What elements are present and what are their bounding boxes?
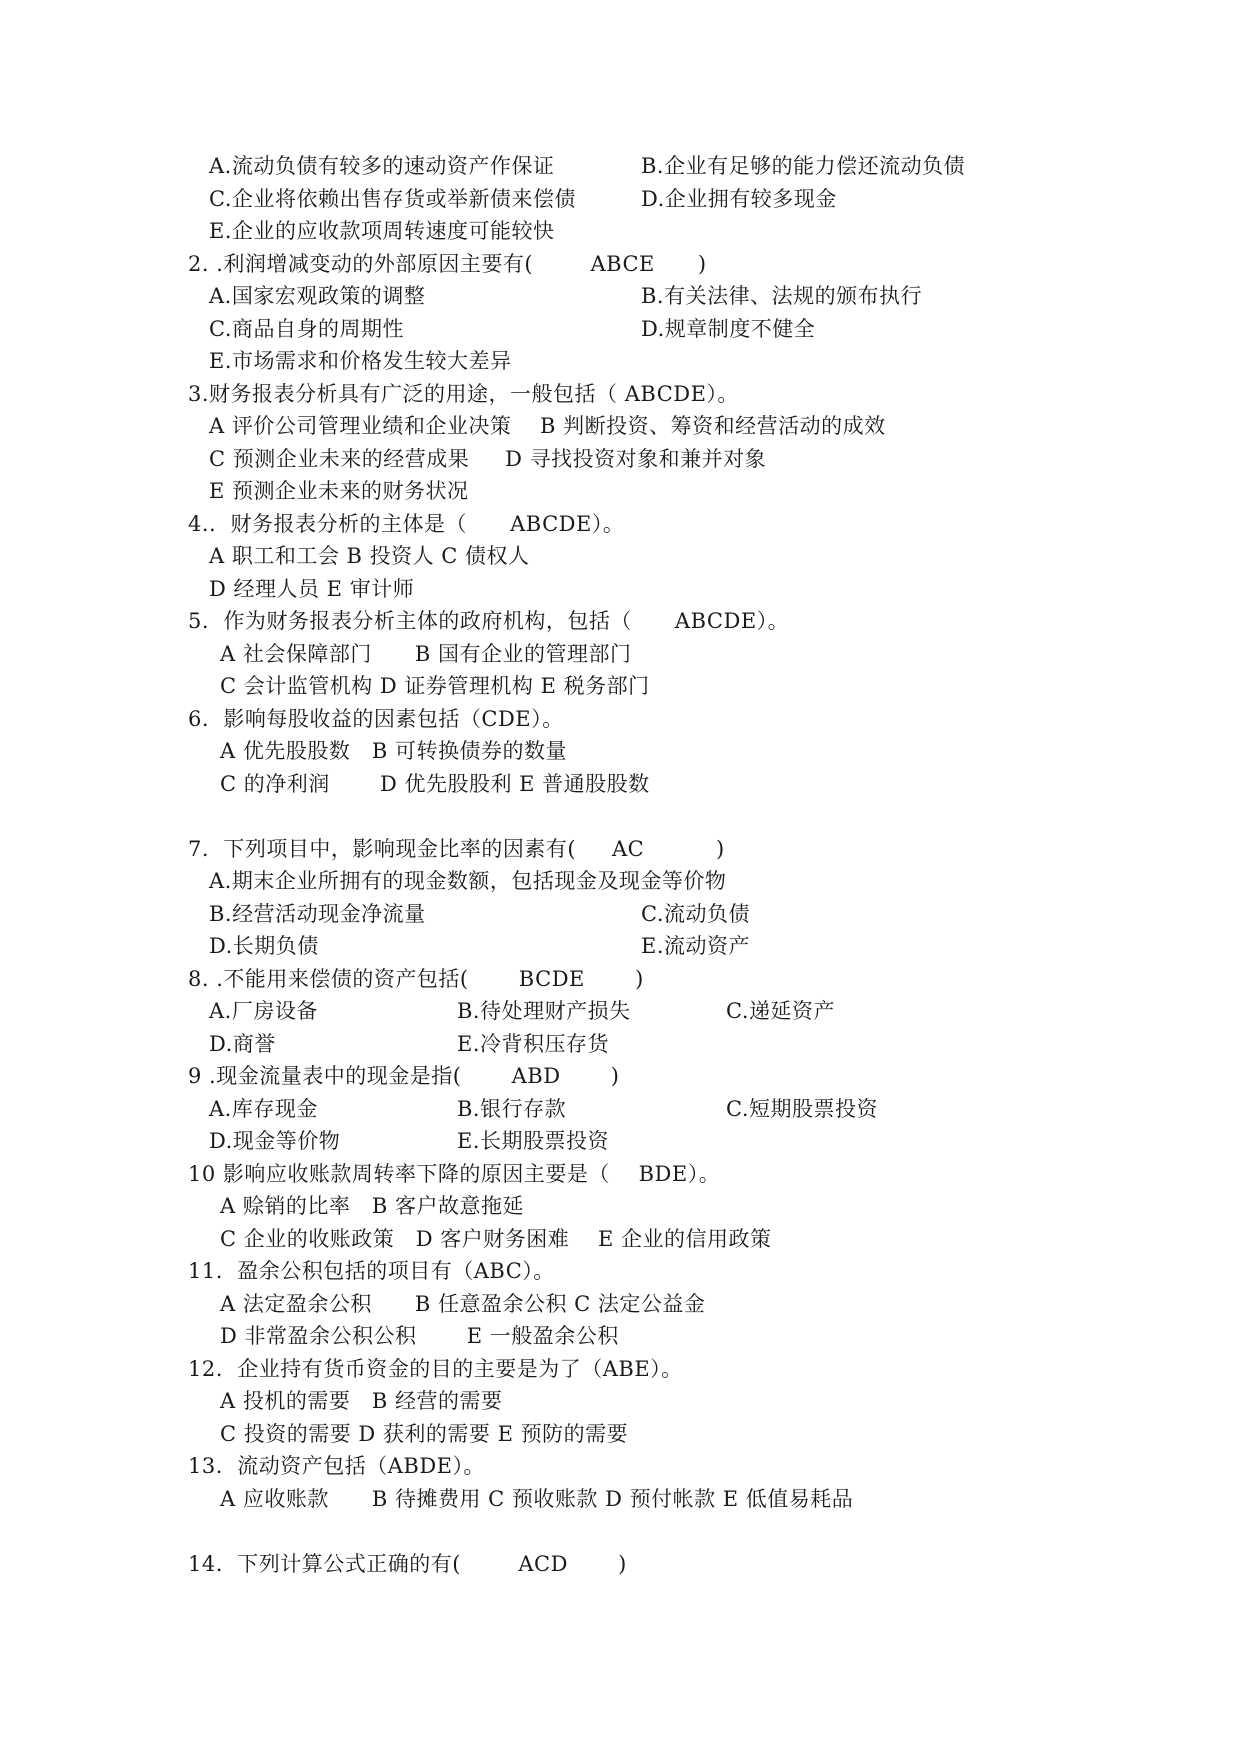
q3-stem: 3.财务报表分析具有广泛的用途，一般包括（ ABCDE）。 xyxy=(188,382,739,406)
q4-options-line-2: D 经理人员 E 审计师 xyxy=(209,577,415,601)
q2-option-c: C.商品自身的周期性 xyxy=(209,317,404,341)
q2-option-b: B.有关法律、法规的颁布执行 xyxy=(641,284,923,308)
q1-option-c: C.企业将依赖出售存货或举新债来偿债 xyxy=(209,187,576,211)
q8-option-a: A.厂房设备 xyxy=(209,999,318,1023)
q12-options-line-1: A 投机的需要 B 经营的需要 xyxy=(220,1389,503,1413)
q3-options-line-1: A 评价公司管理业绩和企业决策 B 判断投资、筹资和经营活动的成效 xyxy=(209,414,886,438)
q2-option-d: D.规章制度不健全 xyxy=(641,317,816,341)
q7-option-b: B.经营活动现金净流量 xyxy=(209,902,426,926)
q2-stem: 2. .利润增减变动的外部原因主要有( ABCE ) xyxy=(188,252,707,276)
q7-option-c: C.流动负债 xyxy=(641,902,750,926)
q8-option-d: D.商誉 xyxy=(209,1032,276,1056)
q9-option-d: D.现金等价物 xyxy=(209,1129,341,1153)
q5-options-line-2: C 会计监管机构 D 证券管理机构 E 税务部门 xyxy=(220,674,650,698)
q7-option-e: E.流动资产 xyxy=(641,934,751,958)
q6-options-line-1: A 优先股股数 B 可转换债券的数量 xyxy=(220,739,567,763)
q8-stem: 8. .不能用来偿债的资产包括( BCDE ) xyxy=(188,967,644,991)
q14-stem: 14. 下列计算公式正确的有( ACD ) xyxy=(188,1552,627,1576)
q3-options-line-2: C 预测企业未来的经营成果 D 寻找投资对象和兼并对象 xyxy=(209,447,767,471)
q4-options-line-1: A 职工和工会 B 投资人 C 债权人 xyxy=(209,544,530,568)
q7-stem: 7. 下列项目中，影响现金比率的因素有( AC ) xyxy=(188,837,725,861)
q11-stem: 11. 盈余公积包括的项目有（ABC）。 xyxy=(188,1259,555,1283)
q1-option-d: D.企业拥有较多现金 xyxy=(641,187,837,211)
q13-stem: 13. 流动资产包括（ABDE）。 xyxy=(188,1454,486,1478)
q10-options-line-2: C 企业的收账政策 D 客户财务困难 E 企业的信用政策 xyxy=(220,1227,772,1251)
q5-stem: 5. 作为财务报表分析主体的政府机构，包括（ ABCDE）。 xyxy=(188,609,790,633)
q11-options-line-2: D 非常盈余公积公积 E 一般盈余公积 xyxy=(220,1324,619,1348)
q11-options-line-1: A 法定盈余公积 B 任意盈余公积 C 法定公益金 xyxy=(220,1292,706,1316)
q6-stem: 6. 影响每股收益的因素包括（CDE）。 xyxy=(188,707,564,731)
q8-option-e: E.冷背积压存货 xyxy=(457,1032,610,1056)
q2-option-e: E.市场需求和价格发生较大差异 xyxy=(209,349,512,373)
q8-option-c: C.递延资产 xyxy=(726,999,835,1023)
q12-stem: 12. 企业持有货币资金的目的主要是为了（ABE）。 xyxy=(188,1357,683,1381)
q7-option-d: D.长期负债 xyxy=(209,934,319,958)
q3-options-line-3: E 预测企业未来的财务状况 xyxy=(209,479,469,503)
q8-option-b: B.待处理财产损失 xyxy=(457,999,631,1023)
q13-options-line-1: A 应收账款 B 待摊费用 C 预收账款 D 预付帐款 E 低值易耗品 xyxy=(220,1487,854,1511)
q7-option-a: A.期末企业所拥有的现金数额，包括现金及现金等价物 xyxy=(209,869,727,893)
q2-option-a: A.国家宏观政策的调整 xyxy=(209,284,426,308)
q10-stem: 10 影响应收账款周转率下降的原因主要是（ BDE）。 xyxy=(188,1162,721,1186)
q1-option-b: B.企业有足够的能力偿还流动负债 xyxy=(641,154,966,178)
q9-stem: 9 .现金流量表中的现金是指( ABD ) xyxy=(188,1064,620,1088)
q12-options-line-2: C 投资的需要 D 获利的需要 E 预防的需要 xyxy=(220,1422,629,1446)
q9-option-a: A.库存现金 xyxy=(209,1097,318,1121)
q1-option-e: E.企业的应收款项周转速度可能较快 xyxy=(209,219,555,243)
q4-stem: 4.. 财务报表分析的主体是（ ABCDE）。 xyxy=(188,512,625,536)
q6-options-line-2: C 的净利润 D 优先股股利 E 普通股股数 xyxy=(220,772,650,796)
q9-option-e: E.长期股票投资 xyxy=(457,1129,610,1153)
q9-option-b: B.银行存款 xyxy=(457,1097,567,1121)
q10-options-line-1: A 赊销的比率 B 客户故意拖延 xyxy=(220,1194,524,1218)
q5-options-line-1: A 社会保障部门 B 国有企业的管理部门 xyxy=(220,642,632,666)
q1-option-a: A.流动负债有较多的速动资产作保证 xyxy=(209,154,555,178)
q9-option-c: C.短期股票投资 xyxy=(726,1097,878,1121)
